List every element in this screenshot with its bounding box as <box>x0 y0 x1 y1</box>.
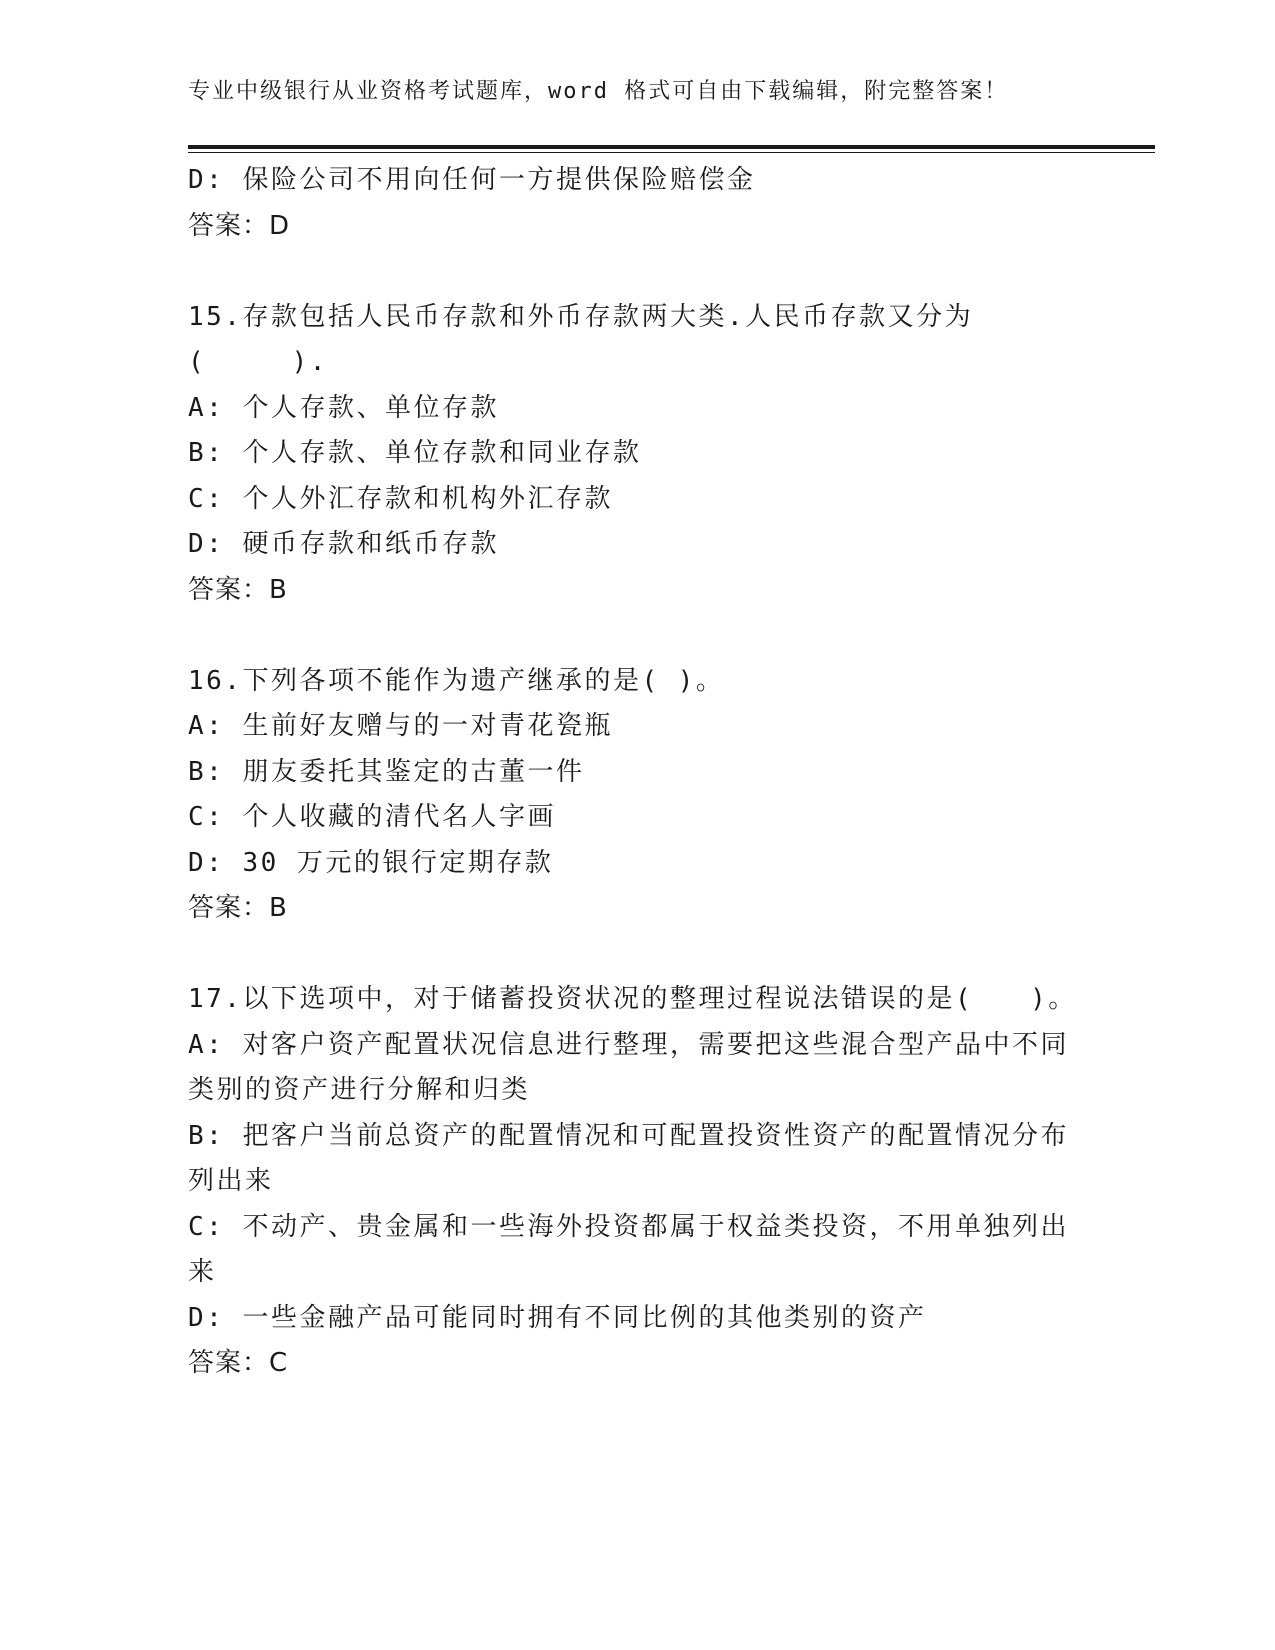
question-content <box>188 158 1088 1387</box>
q15-option-d: D: 硬币存款和纸币存款 <box>188 529 499 559</box>
q16-option-d: D: 30 万元的银行定期存款 <box>188 847 554 878</box>
q16-option-b: B: 朋友委托其鉴定的古董一件 <box>188 756 585 787</box>
q17-option-b-line-2: 列出来 <box>188 1166 274 1196</box>
q15-stem-line-2: ( ). <box>188 347 328 377</box>
spacer <box>188 613 1088 659</box>
header-divider-thick <box>188 145 1155 149</box>
q16-option-a: A: 生前好友赠与的一对青花瓷瓶 <box>188 711 613 741</box>
q17-stem: 17.以下选项中，对于储蓄投资状况的整理过程说法错误的是( )。 <box>188 984 1077 1014</box>
q16-option-c: C: 个人收藏的清代名人字画 <box>188 802 556 832</box>
header-divider-thin <box>188 152 1155 153</box>
q16-stem: 16.下列各项不能作为遗产继承的是( )。 <box>188 665 725 696</box>
q15-answer: 答案：B <box>188 574 288 605</box>
spacer <box>188 249 1088 295</box>
q16-answer: 答案：B <box>188 893 288 923</box>
q15-option-b: B: 个人存款、单位存款和同业存款 <box>188 438 642 468</box>
spacer <box>188 932 1088 978</box>
q17-option-c-line-1: C: 不动产、贵金属和一些海外投资都属于权益类投资，不用单独列出 <box>188 1211 1069 1242</box>
q17-option-b-line-1: B: 把客户当前总资产的配置情况和可配置投资性资产的配置情况分布 <box>188 1120 1069 1151</box>
prev-question-answer: 答案：D <box>188 210 291 241</box>
prev-question-option-d: D: 保险公司不用向任何一方提供保险赔偿金 <box>188 165 756 195</box>
q17-option-a-line-1: A: 对客户资产配置状况信息进行整理，需要把这些混合型产品中不同 <box>188 1029 1069 1060</box>
q17-answer: 答案：C <box>188 1348 289 1378</box>
q17-option-a-line-2: 类别的资产进行分解和归类 <box>188 1075 531 1105</box>
q17-option-c-line-2: 来 <box>188 1257 217 1287</box>
q15-option-c: C: 个人外汇存款和机构外汇存款 <box>188 483 613 514</box>
q15-stem-line-1: 15.存款包括人民币存款和外币存款两大类.人民币存款又分为 <box>188 301 974 332</box>
page-header: 专业中级银行从业资格考试题库，word 格式可自由下载编辑，附完整答案！ <box>188 79 1009 104</box>
q17-option-d: D: 一些金融产品可能同时拥有不同比例的其他类别的资产 <box>188 1302 927 1333</box>
q15-option-a: A: 个人存款、单位存款 <box>188 392 499 423</box>
